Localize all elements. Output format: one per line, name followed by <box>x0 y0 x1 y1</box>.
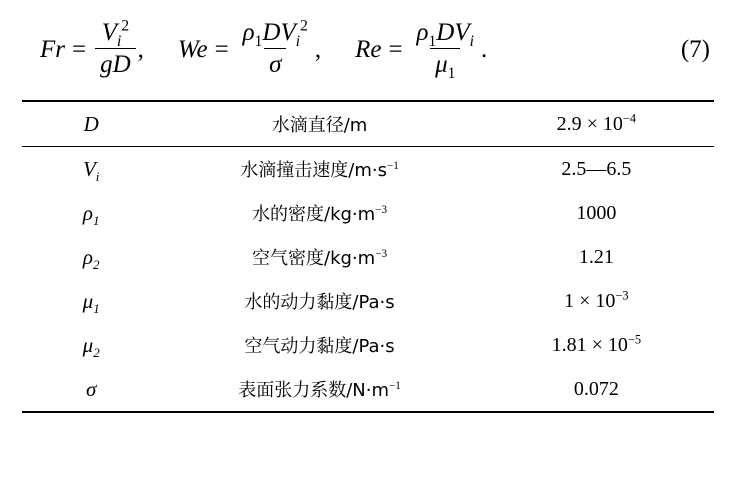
weber-numerator-sup: 2 <box>300 17 308 35</box>
value-exp: −4 <box>622 110 637 125</box>
table-row <box>22 279 714 323</box>
equation-term-froude <box>40 17 144 80</box>
row-description <box>160 147 478 192</box>
value-plain: 1.21 <box>578 245 614 268</box>
value-exp: −5 <box>627 331 642 346</box>
weber-numerator <box>238 19 313 48</box>
reynolds-symbol: Re <box>355 36 382 63</box>
row-value <box>479 367 714 412</box>
equation-term-weber <box>177 17 322 80</box>
reynolds-fraction <box>412 19 479 82</box>
description-exp: −1 <box>389 380 401 392</box>
description-text: 水的密度/kg·m <box>252 204 376 225</box>
row-value <box>479 235 714 279</box>
row-description <box>160 101 478 147</box>
description-exp: −3 <box>375 204 388 216</box>
parameter-table-wrapper <box>0 100 736 413</box>
reynolds-mu-sub: 1 <box>447 65 456 82</box>
symbol-text: V <box>82 156 96 181</box>
table-row <box>22 323 714 367</box>
equation-number: (7) <box>680 36 710 63</box>
equation-term-reynolds <box>355 20 487 80</box>
row-value <box>479 101 714 147</box>
symbol-sub: 2 <box>92 256 100 272</box>
symbol-text: σ <box>86 376 97 401</box>
weber-numerator-sub: i <box>295 33 301 50</box>
weber-symbol: We <box>177 36 208 63</box>
froude-numerator-sup: 2 <box>121 17 130 35</box>
row-description <box>160 279 478 323</box>
equals-sign: = <box>388 36 403 63</box>
table-row <box>22 191 714 235</box>
description-text: 空气动力黏度/Pa·s <box>244 336 395 357</box>
symbol-text: μ <box>82 288 94 313</box>
value-plain: 0.072 <box>573 377 619 400</box>
row-symbol <box>22 323 160 367</box>
symbol-sub: 1 <box>93 300 100 316</box>
row-value <box>479 191 714 235</box>
froude-numerator <box>97 19 134 48</box>
equation-terms <box>22 17 714 82</box>
symbol-sub: i <box>95 168 100 184</box>
reynolds-rho: ρ <box>416 19 429 46</box>
symbol-text: ρ <box>82 244 93 269</box>
table-row <box>22 101 714 147</box>
symbol-text: ρ <box>82 200 93 225</box>
reynolds-mu: μ <box>435 51 448 78</box>
value-mantissa: 1.81 × 10 <box>551 333 628 356</box>
symbol-sub: 2 <box>93 344 100 360</box>
value-exp: −3 <box>615 287 629 302</box>
reynolds-numerator-rest: DV <box>436 19 470 46</box>
froude-fraction <box>95 19 136 79</box>
table-row <box>22 147 714 192</box>
weber-trailing-comma: , <box>314 36 322 63</box>
description-text: 表面张力系数/N·m <box>238 380 389 401</box>
weber-rho: ρ <box>242 19 255 46</box>
row-value <box>479 323 714 367</box>
description-exp: −1 <box>386 160 399 172</box>
row-value <box>479 279 714 323</box>
reynolds-numerator-sub: i <box>469 33 474 50</box>
description-text: 水滴撞击速度/m·s <box>240 160 387 181</box>
value-mantissa: 1 × 10 <box>564 289 616 312</box>
description-text: 水的动力黏度/Pa·s <box>244 292 395 313</box>
weber-fraction <box>238 19 313 79</box>
row-symbol <box>22 279 160 323</box>
value-plain: 1000 <box>576 201 617 224</box>
symbol-text: μ <box>82 332 94 357</box>
description-exp: −3 <box>375 248 388 260</box>
froude-trailing-comma: , <box>137 36 144 63</box>
equals-sign: = <box>214 36 229 63</box>
row-description <box>160 235 478 279</box>
weber-rho-sub: 1 <box>254 33 263 50</box>
weber-numerator-rest: DV <box>262 19 296 46</box>
description-text: 空气密度/kg·m <box>252 248 376 269</box>
row-symbol <box>22 367 160 412</box>
symbol-sub: 1 <box>92 212 100 228</box>
equals-sign: = <box>72 36 87 63</box>
froude-denominator: gD <box>95 48 136 79</box>
froude-numerator-var: V <box>101 19 117 46</box>
row-symbol <box>22 101 160 147</box>
reynolds-trailing-period: . <box>480 36 488 63</box>
froude-numerator-sub: i <box>117 33 122 50</box>
reynolds-rho-sub: 1 <box>428 33 437 50</box>
row-symbol <box>22 147 160 192</box>
table-row <box>22 367 714 412</box>
table-row <box>22 235 714 279</box>
equation-block <box>0 0 736 100</box>
description-text: 水滴直径/m <box>271 115 368 136</box>
row-description <box>160 323 478 367</box>
froude-symbol: Fr <box>40 36 65 63</box>
value-mantissa: 2.9 × 10 <box>556 112 623 135</box>
row-symbol <box>22 191 160 235</box>
parameter-table <box>22 100 714 413</box>
weber-denominator: σ <box>264 48 286 79</box>
reynolds-denominator <box>430 48 460 82</box>
value-plain: 2.5—6.5 <box>561 157 632 180</box>
row-symbol <box>22 235 160 279</box>
reynolds-numerator <box>412 19 479 48</box>
row-description <box>160 367 478 412</box>
row-value <box>479 147 714 192</box>
symbol-text: D <box>83 111 99 136</box>
row-description <box>160 191 478 235</box>
